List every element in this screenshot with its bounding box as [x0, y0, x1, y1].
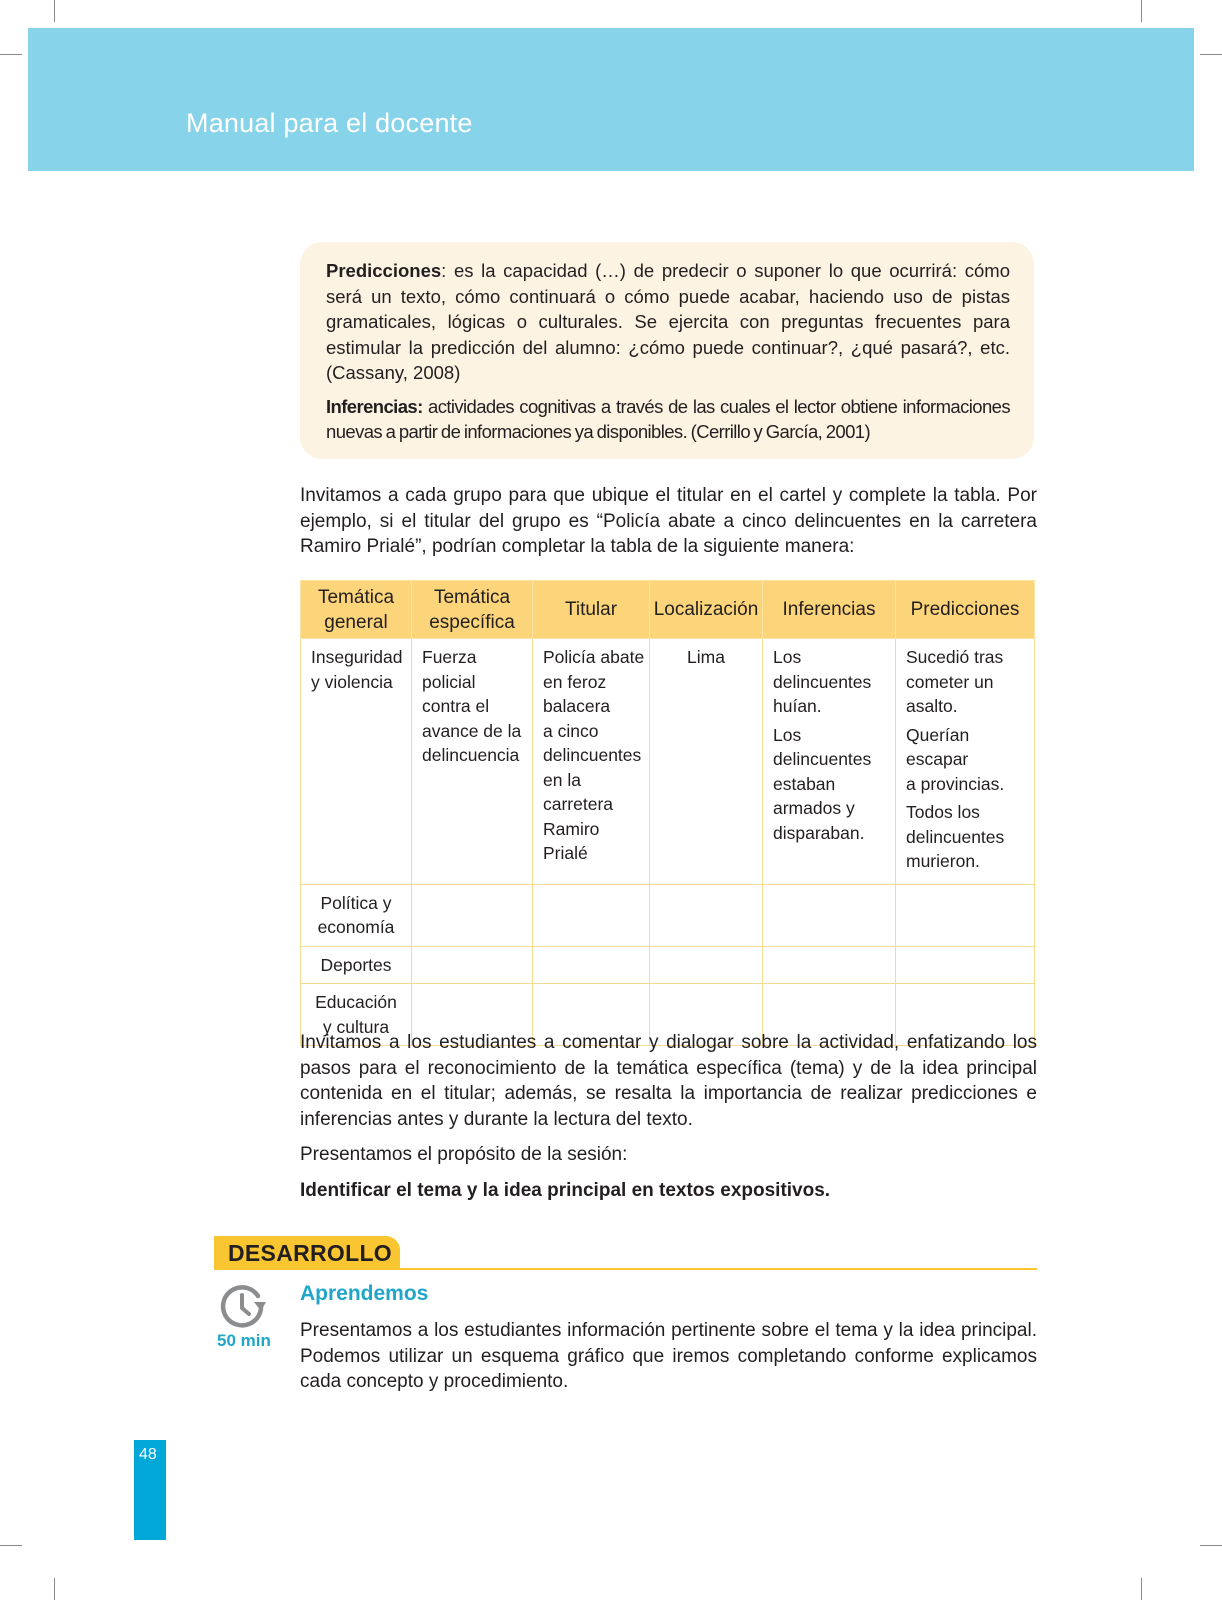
cell-line: armados y [773, 798, 855, 818]
cell-general [301, 639, 412, 885]
inferencias-text: actividades cognitivas a través de las cuales el lector obtiene informaciones nuevas a partir de informaciones ya disponibles. (Cerrillo y García, 2001) [326, 395, 1010, 442]
header-inferencias: Inferencias [763, 581, 896, 639]
prediction-entry [906, 800, 1030, 874]
cell-line: policial [422, 671, 476, 692]
header-localizacion: Localización [650, 581, 763, 639]
cell-line: en feroz [543, 671, 607, 692]
cell-line: a cinco [543, 720, 599, 741]
empty-cell [896, 884, 1035, 946]
cell-line: delincuentes [773, 671, 872, 692]
empty-cell [533, 884, 650, 946]
definitions-box [300, 242, 1034, 459]
cell-line: Inseguridad [311, 647, 403, 667]
table-container [300, 580, 1035, 1046]
cell-line: asalto. [906, 696, 958, 716]
cell-inferencias [763, 639, 896, 885]
cell-line: huían. [773, 696, 822, 716]
intro-paragraph: Invitamos a cada grupo para que ubique el titular en el cartel y complete la tabla. Por ejemplo, si el titular del grupo es “Policía abate a cinco delincuentes en la carretera Ramiro Prialé”, podrían completar la tabla de la siguiente manera: [300, 485, 1037, 557]
table-row-example [301, 639, 1035, 885]
empty-cell [763, 946, 896, 984]
subheading-aprendemos: Aprendemos [300, 1282, 429, 1305]
cell-localizacion: Lima [650, 639, 763, 885]
crop-mark [0, 54, 22, 55]
empty-cell [650, 884, 763, 946]
table-row-deportes [301, 946, 1035, 984]
cell-category [301, 884, 412, 946]
predicciones-text: : es la capacidad (…) de predecir o suponer lo que ocurrirá: cómo será un texto, cómo continuará o cómo puede acabar, haciendo uso de pistas gramaticales, lógicas o culturales. Se ejercita con preguntas frecuentes para estimular la predicción del alumno: ¿cómo puede continuar?, ¿qué pasará?, etc. (Cassany, 2008) [326, 260, 1010, 383]
cell-line: economía [317, 917, 395, 937]
header-tematica-general [301, 581, 412, 639]
header-title: Manual para el docente [186, 108, 473, 138]
cell-category [301, 946, 412, 984]
table-header-row [301, 581, 1035, 639]
cell-line: delincuentes [773, 749, 872, 769]
cell-line: Ramiro Prialé [543, 818, 600, 863]
session-purpose: Identificar el tema y la idea principal en textos expositivos. [300, 1180, 831, 1201]
cell-line: estaban [773, 773, 836, 794]
header-tematica-especifica [412, 581, 533, 639]
header-line: Temática [317, 586, 395, 608]
closing-paragraph: Invitamos a los estudiantes a comentar y dialogar sobre la actividad, enfatizando los pasos para el reconocimiento de la temática específica (tema) y de la idea principal contenida en el titular; además, se resalta la importancia de realizar predicciones e inferencias antes y durante la lectura del texto. [300, 1032, 1037, 1130]
empty-cell [763, 884, 896, 946]
empty-cell [533, 946, 650, 984]
empty-cell [650, 946, 763, 984]
time-label: 50 min [217, 1331, 271, 1350]
inference-entry [773, 645, 891, 719]
cell-line: Los [773, 724, 802, 745]
inferencias-term: Inferencias: [326, 395, 423, 417]
cell-line: y cultura [322, 1016, 390, 1037]
cell-line: Fuerza [422, 647, 477, 667]
cell-line: balacera [543, 696, 611, 716]
prediction-entry [906, 723, 1030, 797]
purpose-intro: Presentamos el propósito de la sesión: [300, 1144, 628, 1165]
cell-line: murieron. [906, 851, 980, 871]
cell-line: avance de la [422, 720, 522, 741]
header-line: general [324, 611, 388, 633]
crop-mark [1200, 54, 1222, 55]
cell-line: delincuentes [906, 826, 1005, 847]
crop-mark [0, 1545, 22, 1546]
predicciones-term: Predicciones [326, 260, 442, 281]
header-line: Temática [433, 586, 511, 608]
cell-line: en la [543, 769, 581, 790]
empty-cell [412, 946, 533, 984]
predicciones-definition [326, 258, 1010, 386]
crop-mark [1141, 1578, 1142, 1600]
themes-table [300, 580, 1035, 1046]
header-titular: Titular [533, 581, 650, 639]
cell-line: carretera [543, 794, 614, 814]
crop-mark [1200, 1545, 1222, 1546]
cell-line: delincuencia [422, 745, 520, 765]
table-row-politica [301, 884, 1035, 946]
empty-cell [412, 884, 533, 946]
cell-line: Querían escapar [906, 724, 970, 769]
clock-icon [218, 1282, 268, 1332]
cell-line: delincuentes [543, 745, 642, 765]
cell-line: cometer un [906, 671, 994, 692]
empty-cell [896, 946, 1035, 984]
prediction-entry [906, 645, 1030, 719]
header-band [28, 28, 1194, 171]
cell-line: y violencia [311, 671, 393, 692]
crop-mark [54, 0, 55, 22]
inferencias-definition [326, 394, 1010, 445]
aprendemos-paragraph: Presentamos a los estudiantes información pertinente sobre el tema y la idea principal. Podemos utilizar un esquema gráfico que iremos completando conforme explicamos cada concepto y procedimiento. [300, 1320, 1037, 1392]
cell-line: Todos los [906, 802, 980, 822]
header-line: específica [429, 611, 515, 633]
section-label: DESARROLLO [228, 1240, 392, 1266]
cell-line: Educación [315, 992, 397, 1012]
cell-line: Los [773, 647, 802, 667]
crop-mark [1141, 0, 1142, 22]
cell-especifica [412, 639, 533, 885]
cell-line: Sucedió tras [906, 647, 1004, 667]
cell-line: a provincias. [906, 773, 1005, 794]
cell-line: contra el [422, 696, 490, 716]
cell-line: Deportes [320, 954, 392, 975]
page-number: 48 [139, 1446, 157, 1463]
crop-mark [54, 1578, 55, 1600]
inference-entry [773, 723, 891, 846]
cell-titular [533, 639, 650, 885]
cell-predicciones [896, 639, 1035, 885]
cell-line: disparaban. [773, 822, 865, 843]
section-rule [214, 1268, 1037, 1270]
header-predicciones: Predicciones [896, 581, 1035, 639]
cell-line: Policía abate [543, 647, 645, 667]
cell-line: Política y [320, 892, 392, 913]
